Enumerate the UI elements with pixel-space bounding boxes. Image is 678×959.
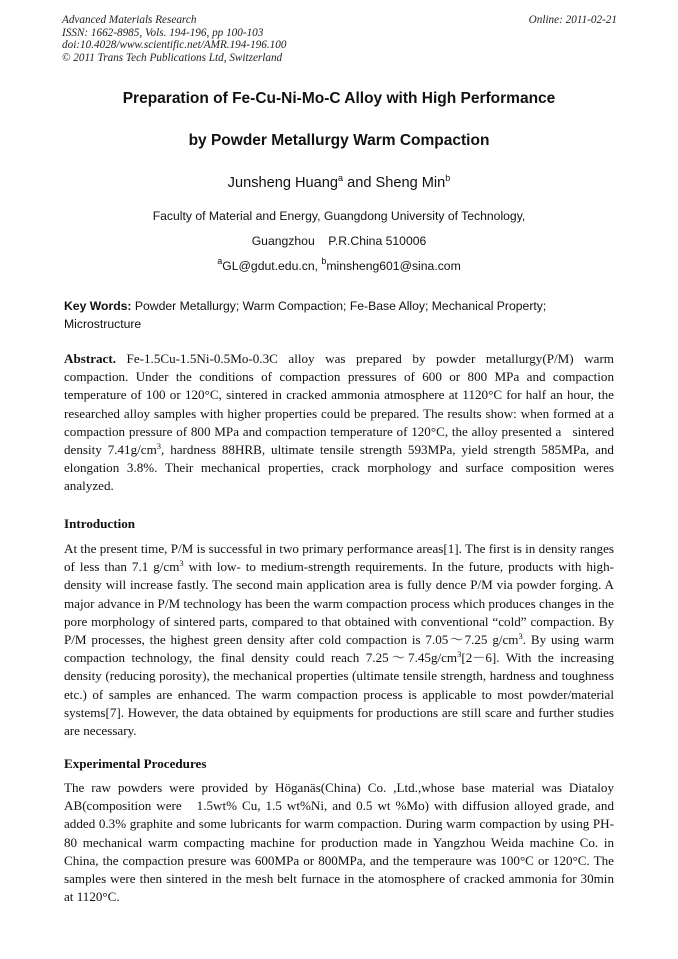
section-heading-introduction: Introduction [64,516,136,531]
abstract-text: , hardness 88HRB, ultimate tensile strength 593MPa, yield strength 585MPa, and elongation 3.8%. Their mechanical properties, crack morphology and surface composition weres analyzed. [64,442,614,494]
author-name: Sheng Min [375,175,446,191]
email-link[interactable]: minsheng601@sina.com [326,259,461,273]
doi-line: doi:10.4028/www.scientific.net/AMR.194-196.100 [62,39,287,52]
journal-name: Advanced Materials Research [62,14,197,26]
abstract-label: Abstract. [64,351,116,366]
author-emails [40,256,638,273]
keywords-label: Key Words: [64,299,132,313]
body-text: [2－6]. With the increasing density (reducing porosity), the mechanical properties (ultimate tensile strength, hardness and toughness etc.) of samples are enhanced. The warm compaction process is applicable to most powder/material systems[7]. However, the data obtained by equipments for productions are still scare and further studies are necessary. [64,650,614,739]
affiliation-line-1: Faculty of Material and Energy, Guangdong University of Technology, [152,209,526,223]
superscript: 3 [518,631,523,642]
introduction-paragraph [64,540,614,740]
keywords-text: Powder Metallurgy; Warm Compaction; Fe-Base Alloy; Mechanical Property; Microstructure [64,299,547,331]
paper-title-line-1: Preparation of Fe-Cu-Ni-Mo-C Alloy with High Performance [122,90,556,107]
superscript: 3 [457,649,462,660]
journal-header [62,14,617,64]
author-affiliation-mark: a [338,173,344,183]
author-connector: and [343,175,376,191]
author-list [40,175,638,191]
email-link[interactable]: GL@gdut.edu.cn, [222,259,322,273]
author-name: Junsheng Huang [227,175,339,191]
abstract-text: Fe-1.5Cu-1.5Ni-0.5Mo-0.3C alloy was prepared by powder metallurgy(P/M) warm compaction. Under the conditions of compaction pressures of 600 or 800 MPa and compaction temperature of 100 or 120°C, sintered in cracked ammonia atmosphere at 1120°C for half an hour, the researched alloy samples with higher properties could be prepared. The results show: when formed at a compaction pressure of 800 MPa and compaction temperature of 120°C, the alloy presented a sintered density 7.41g/cm [64,351,614,458]
abstract [64,350,614,496]
body-text: . By using warm compaction technology, the final density could reach 7.25～7.45g/cm [64,632,614,666]
paper-title-line-2: by Powder Metallurgy Warm Compaction [188,132,490,149]
body-text: with low- to medium-strength requirements. In the future, products with high-density will increase fastly. The second main application area is fully dence P/M via powder forging. A major advance in P/M technology has been the warm compaction process which produces changes in the pore morphology of sintered parts, compared to that obtained with conventional “cold” compaction. By P/M processes, the highest green density after cold compaction is 7.05～7.25 g/cm [64,559,614,648]
superscript: 3 [156,441,162,452]
email-mark: b [321,256,327,266]
issn-line: ISSN: 1662-8985, Vols. 194-196, pp 100-103 [62,26,264,39]
copyright-line: © 2011 Trans Tech Publications Ltd, Switzerland [62,51,283,64]
author-affiliation-mark: b [445,173,451,183]
section-heading-experimental: Experimental Procedures [64,756,207,771]
online-date: Online: 2011-02-21 [528,14,617,26]
keywords [64,297,616,333]
email-mark: a [217,256,223,266]
body-text: At the present time, P/M is successful in two primary performance areas[1]. The first is in density ranges of less than 7.1 g/cm [64,541,614,575]
superscript: 3 [179,558,184,569]
affiliation-line-2: Guangzhou P.R.China 510006 [251,234,427,248]
experimental-paragraph: The raw powders were provided by Höganäs(China) Co. ,Ltd.,whose base material was Diataloy AB(composition were 1.5wt% Cu, 1.5 wt%Ni, and 0.5 wt %Mo) with diffusion alloyed grade, and added 0.3% graphite and some lubricants for warm compaction. During warm compaction by using PH-80 mechanical warm compacting machine for production made in Yangzhou Weida machine Co. in China, the compaction presure was 600MPa or 800MPa, and the temperaure was 100°C or 120°C. The samples were then sintered in the mesh belt furnace in the atomosphere of cracked ammonia for 30min at 1120°C. [64,780,614,905]
